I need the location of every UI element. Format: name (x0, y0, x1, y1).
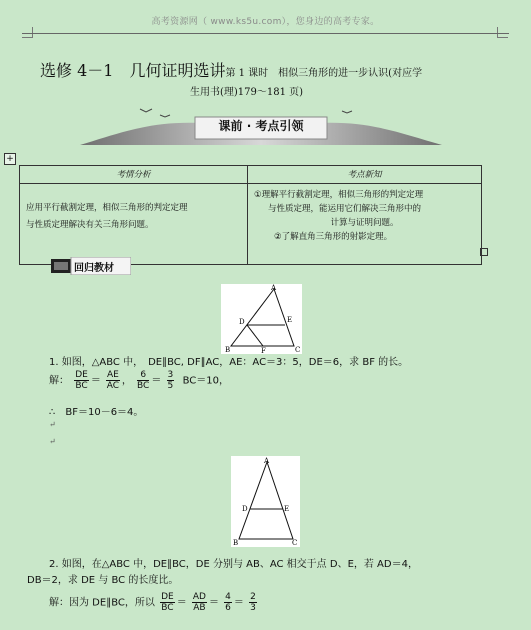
table-move-handle-icon[interactable]: + (4, 153, 16, 165)
svg-text:B: B (233, 539, 239, 547)
problem-1-solution: 解： $\frac{DE}{BC}$ ＝ $\frac{AE}{AC}$ ， $\frac{6}{BC}$ ＝ $\frac{3}{5}$ BC＝10， (49, 370, 230, 391)
svg-text:A: A (264, 457, 270, 465)
svg-text:C: C (295, 346, 301, 354)
figure-2 (231, 456, 300, 547)
analysis-table (19, 165, 482, 265)
bird-icon (342, 111, 352, 113)
section-banner (80, 103, 442, 146)
title-main: 选修 4－1 几何证明选讲 (40, 61, 226, 80)
page-header: 高考资源网（ www.ks5u.com），您身边的高考专家。 (151, 17, 380, 27)
problem-1-text: 1. 如图，△ABC 中， DE∥BC, DF∥AC，AE：AC＝3：5，DE＝6，求 BF 的长。 (49, 357, 409, 368)
svg-text:C: C (292, 539, 298, 547)
table-header-right: 考点新知 (248, 166, 482, 184)
problem-1-conclusion: ∴ BF＝10－6＝4。 (49, 407, 144, 418)
section-label: 回归教材 (74, 263, 114, 274)
triangle-diagram-1 (221, 284, 302, 354)
section-badge (51, 257, 131, 275)
bird-icon (140, 109, 152, 112)
figure-1 (221, 284, 302, 354)
problem-2-text: 2. 如图，在△ABC 中，DE∥BC，DE 分别与 AB、AC 相交于点 D、E，若 AD＝4， (49, 559, 418, 570)
svg-text:D: D (242, 505, 248, 513)
problem-2-text-cont: DB＝2，求 DE 与 BC 的长度比。 (27, 575, 179, 586)
problem-2-solution: 解：因为 DE∥BC，所以 $\frac{DE}{BC}$ ＝ $\frac{AD}{AB}$ ＝ $\frac{4}{6}$ ＝ $\frac{2}{3}$ (49, 592, 256, 613)
page-subtitle: 生用书(理)179～181 页) (190, 87, 304, 98)
document-page: 高考资源网（ www.ks5u.com），您身边的高考专家。 选修 4－1 几何证明选讲第 1 课时 相似三角形的进一步认识(对应学 生用书(理)179～181 页) 课前 · 考点引领 + 考情分析 考点新知 应用平行截割定理，相似三角形的判定定理 与性质定理解决有关三角形问题。 ①理解平行截割定理，相似三角形的判定定理 与性质定理，能运用它们解决三角形中的 计算与证明问题。 ②了解直角三角形的射影定理。 回归教材 A D E B F C 1. 如图，△ABC 中， DE∥BC, DF∥AC，AE：AC＝3：5，DE＝6，求 BF 的长。 解： $\frac{DE}{BC}$ ＝ $\frac{AE}{AC}$ ， $\frac{6}{BC}$ ＝ $\frac{3}{5}$ BC＝10， ∴ BF＝10－6＝4。 ↵ ↵ A D E B C 2. 如图，在△ABC 中，DE∥BC，DE 分别与 AB、AC 相交于点 D、E，若 AD＝4， DB＝2，求 DE 与 BC 的长度比。 解：因为 DE∥BC，所以 $\frac{DE}{BC}$ ＝ $\frac{AD}{AB}$ ＝ $\frac{4}{6}$ ＝ $\frac{2}{3}$ (0, 0, 531, 630)
banner-title: 课前 · 考点引领 (218, 119, 304, 133)
table-header-left: 考情分析 (20, 166, 248, 184)
table-cell-left: 应用平行截割定理，相似三角形的判定定理 与性质定理解决有关三角形问题。 (20, 184, 248, 265)
table-cell-right: ①理解平行截割定理，相似三角形的判定定理 与性质定理，能运用它们解决三角形中的 计算与证明问题。 ②了解直角三角形的射影定理。 (248, 184, 482, 265)
triangle-diagram-2 (231, 456, 300, 547)
page-title (40, 58, 510, 81)
svg-text:E: E (287, 316, 293, 324)
table-resize-handle[interactable] (480, 248, 488, 256)
header-rule (22, 33, 509, 34)
svg-text:D: D (239, 318, 245, 326)
svg-text:B: B (225, 346, 231, 354)
svg-text:A: A (271, 284, 277, 292)
svg-text:F: F (261, 347, 266, 354)
svg-text:E: E (284, 505, 290, 513)
title-lesson: 第 1 课时 相似三角形的进一步认识(对应学 (225, 68, 423, 79)
